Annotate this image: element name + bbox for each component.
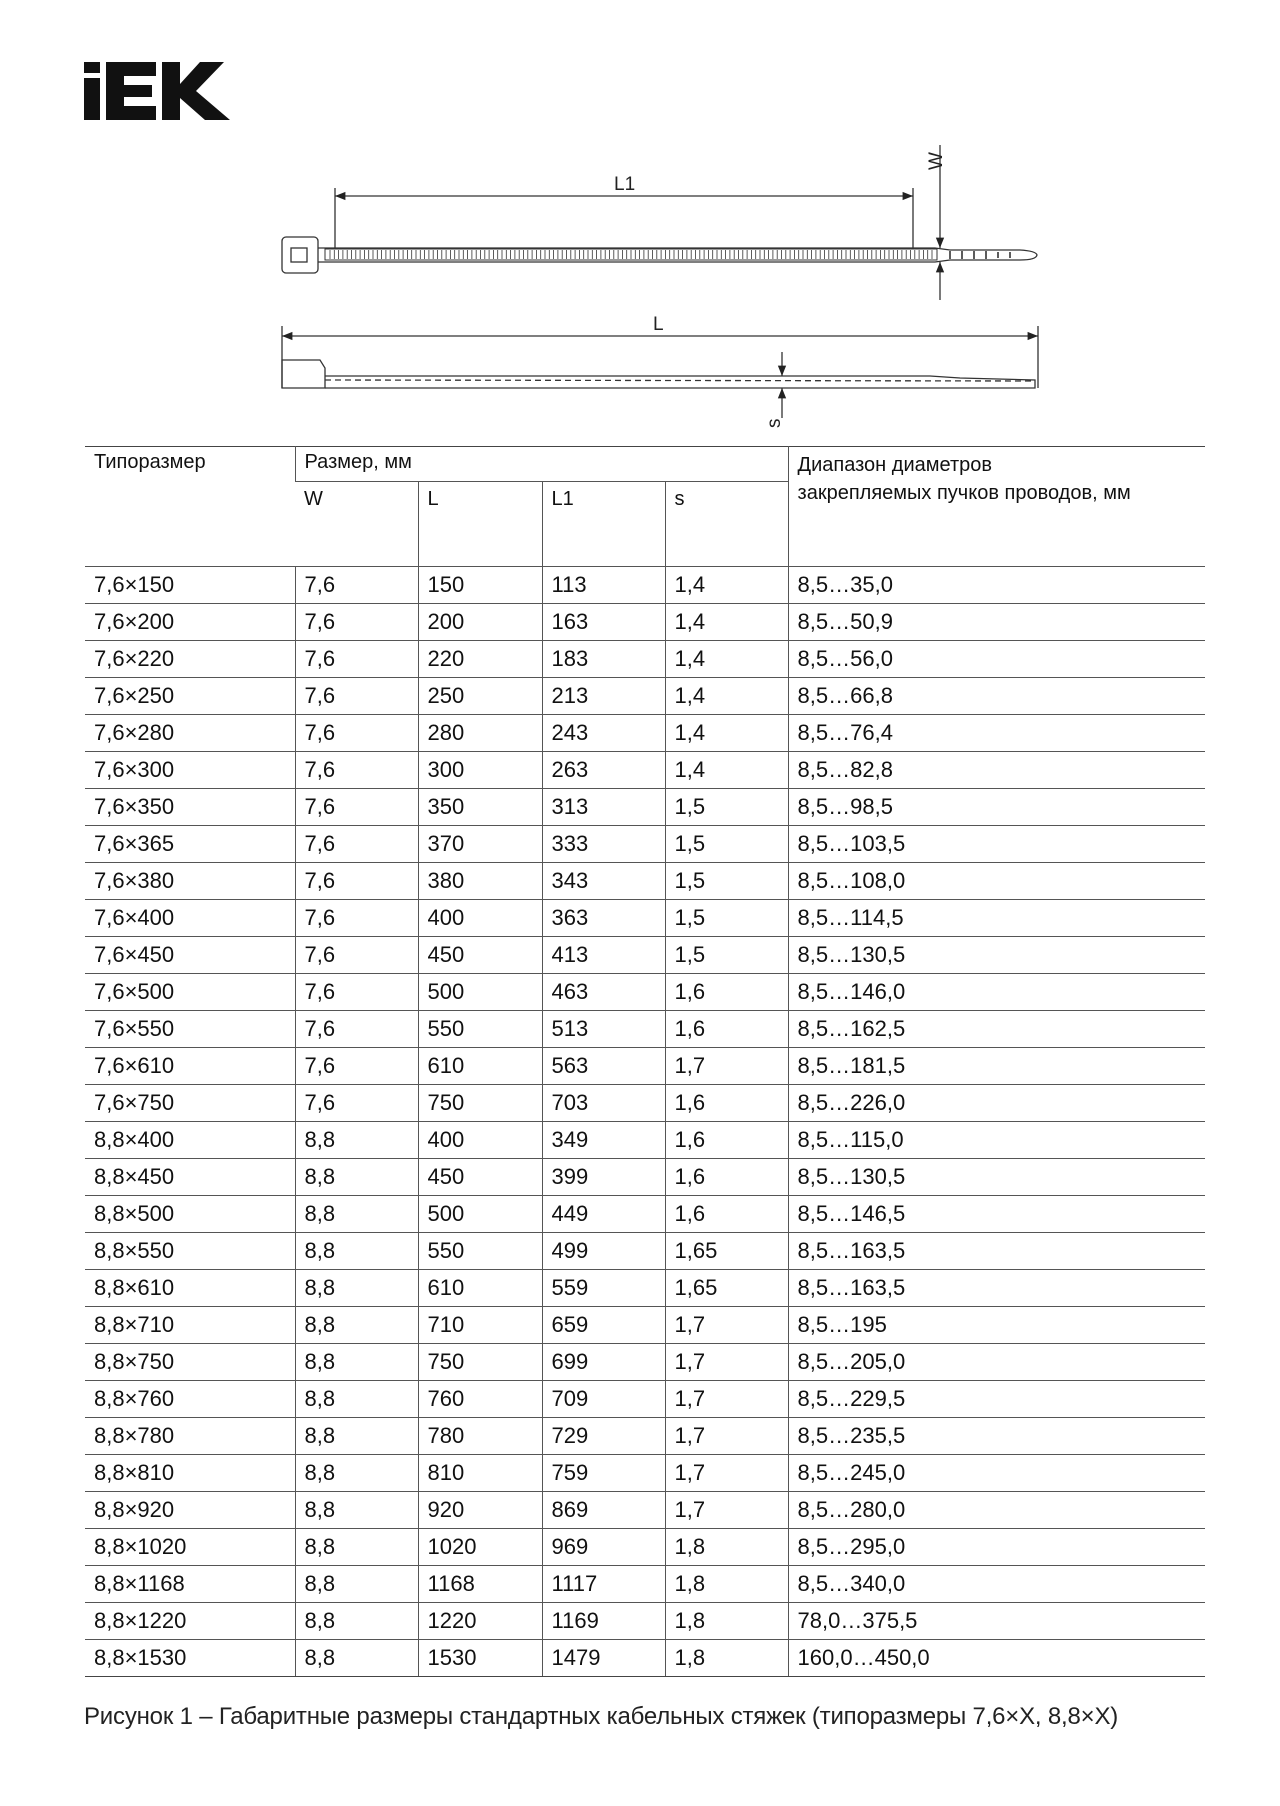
cell-diameter-range: 8,5…280,0 [788, 1492, 1205, 1529]
cell-diameter-range: 8,5…195 [788, 1307, 1205, 1344]
cell-type: 8,8×780 [85, 1418, 295, 1455]
cell-l: 920 [418, 1492, 542, 1529]
cell-s: 1,6 [665, 1122, 788, 1159]
cell-l: 500 [418, 1196, 542, 1233]
table-row [85, 1122, 1205, 1159]
cell-w: 7,6 [295, 900, 418, 937]
cell-diameter-range: 8,5…235,5 [788, 1418, 1205, 1455]
cell-s: 1,8 [665, 1566, 788, 1603]
cell-l1: 559 [542, 1270, 665, 1307]
cell-diameter-range: 8,5…205,0 [788, 1344, 1205, 1381]
cell-w: 7,6 [295, 789, 418, 826]
cell-type: 8,8×760 [85, 1381, 295, 1418]
cell-w: 8,8 [295, 1492, 418, 1529]
header-l1: L1 [542, 482, 665, 567]
cell-l1: 113 [542, 567, 665, 604]
cell-type: 8,8×920 [85, 1492, 295, 1529]
dim-label-s: s [764, 418, 785, 428]
cell-diameter-range: 8,5…103,5 [788, 826, 1205, 863]
header-diameter-range-line2: закрепляемых пучков проводов, мм [797, 482, 1131, 504]
cell-l1: 463 [542, 974, 665, 1011]
cell-s: 1,7 [665, 1307, 788, 1344]
cell-l1: 709 [542, 1381, 665, 1418]
cell-type: 8,8×610 [85, 1270, 295, 1307]
cell-l1: 969 [542, 1529, 665, 1566]
cell-diameter-range: 8,5…146,0 [788, 974, 1205, 1011]
cell-diameter-range: 8,5…50,9 [788, 604, 1205, 641]
cell-w: 8,8 [295, 1603, 418, 1640]
cell-l: 610 [418, 1048, 542, 1085]
cell-w: 8,8 [295, 1529, 418, 1566]
table-row [85, 1233, 1205, 1270]
cell-type: 7,6×150 [85, 567, 295, 604]
cell-l: 780 [418, 1418, 542, 1455]
cell-s: 1,7 [665, 1048, 788, 1085]
cell-diameter-range: 8,5…229,5 [788, 1381, 1205, 1418]
cell-l: 370 [418, 826, 542, 863]
cell-w: 7,6 [295, 1085, 418, 1122]
cell-s: 1,4 [665, 567, 788, 604]
cell-type: 8,8×1220 [85, 1603, 295, 1640]
header-s: s [665, 482, 788, 567]
cell-l1: 163 [542, 604, 665, 641]
cell-l: 500 [418, 974, 542, 1011]
cell-w: 7,6 [295, 641, 418, 678]
cell-w: 7,6 [295, 567, 418, 604]
cell-diameter-range: 8,5…245,0 [788, 1455, 1205, 1492]
cell-w: 8,8 [295, 1381, 418, 1418]
cell-type: 7,6×200 [85, 604, 295, 641]
table-row [85, 604, 1205, 641]
cell-s: 1,8 [665, 1640, 788, 1677]
cell-s: 1,6 [665, 1085, 788, 1122]
cell-s: 1,4 [665, 678, 788, 715]
cell-l: 300 [418, 752, 542, 789]
table-row [85, 715, 1205, 752]
cell-type: 8,8×550 [85, 1233, 295, 1270]
cell-w: 8,8 [295, 1455, 418, 1492]
cell-type: 8,8×1020 [85, 1529, 295, 1566]
cell-type: 7,6×350 [85, 789, 295, 826]
cell-w: 8,8 [295, 1344, 418, 1381]
cell-type: 7,6×400 [85, 900, 295, 937]
cell-w: 7,6 [295, 752, 418, 789]
cell-l: 220 [418, 641, 542, 678]
cell-type: 7,6×750 [85, 1085, 295, 1122]
cell-diameter-range: 8,5…35,0 [788, 567, 1205, 604]
cell-l1: 659 [542, 1307, 665, 1344]
cell-l1: 363 [542, 900, 665, 937]
cell-s: 1,4 [665, 641, 788, 678]
cell-l1: 213 [542, 678, 665, 715]
cell-l1: 759 [542, 1455, 665, 1492]
cell-l: 1530 [418, 1640, 542, 1677]
cell-s: 1,4 [665, 715, 788, 752]
cell-diameter-range: 8,5…76,4 [788, 715, 1205, 752]
cell-diameter-range: 8,5…340,0 [788, 1566, 1205, 1603]
cell-type: 7,6×280 [85, 715, 295, 752]
cell-l1: 1117 [542, 1566, 665, 1603]
cell-type: 7,6×365 [85, 826, 295, 863]
cell-w: 8,8 [295, 1270, 418, 1307]
cell-l1: 499 [542, 1233, 665, 1270]
cell-l: 550 [418, 1233, 542, 1270]
cell-w: 7,6 [295, 974, 418, 1011]
cell-w: 7,6 [295, 937, 418, 974]
cell-s: 1,65 [665, 1270, 788, 1307]
cell-s: 1,7 [665, 1344, 788, 1381]
cell-type: 7,6×220 [85, 641, 295, 678]
cell-w: 8,8 [295, 1122, 418, 1159]
cell-l: 710 [418, 1307, 542, 1344]
cell-type: 8,8×810 [85, 1455, 295, 1492]
cell-w: 7,6 [295, 1048, 418, 1085]
cell-diameter-range: 8,5…163,5 [788, 1233, 1205, 1270]
table-row [85, 1603, 1205, 1640]
cell-type: 7,6×550 [85, 1011, 295, 1048]
cell-type: 7,6×500 [85, 974, 295, 1011]
header-diameter-range-line1: Диапазон диаметров [797, 454, 992, 476]
cell-w: 7,6 [295, 678, 418, 715]
table-row [85, 1529, 1205, 1566]
cell-w: 8,8 [295, 1196, 418, 1233]
cell-w: 8,8 [295, 1233, 418, 1270]
cell-l: 1168 [418, 1566, 542, 1603]
cell-w: 8,8 [295, 1418, 418, 1455]
cell-l: 380 [418, 863, 542, 900]
cell-type: 7,6×300 [85, 752, 295, 789]
cell-w: 7,6 [295, 604, 418, 641]
cell-diameter-range: 8,5…114,5 [788, 900, 1205, 937]
table-row [85, 1492, 1205, 1529]
cell-w: 8,8 [295, 1640, 418, 1677]
cell-diameter-range: 8,5…162,5 [788, 1011, 1205, 1048]
cell-s: 1,8 [665, 1529, 788, 1566]
cell-l: 280 [418, 715, 542, 752]
cell-l1: 183 [542, 641, 665, 678]
table-row [85, 1307, 1205, 1344]
table-row [85, 752, 1205, 789]
cell-w: 8,8 [295, 1159, 418, 1196]
cell-diameter-range: 8,5…130,5 [788, 937, 1205, 974]
cell-type: 7,6×450 [85, 937, 295, 974]
cell-l: 550 [418, 1011, 542, 1048]
table-row [85, 1640, 1205, 1677]
cell-l1: 243 [542, 715, 665, 752]
cell-diameter-range: 8,5…108,0 [788, 863, 1205, 900]
cell-l: 610 [418, 1270, 542, 1307]
cell-w: 7,6 [295, 1011, 418, 1048]
table-body [85, 567, 1205, 1677]
table-row [85, 1196, 1205, 1233]
header-l: L [418, 482, 542, 567]
cell-l: 750 [418, 1085, 542, 1122]
cell-s: 1,6 [665, 1011, 788, 1048]
cell-s: 1,7 [665, 1381, 788, 1418]
cell-s: 1,7 [665, 1492, 788, 1529]
cell-l1: 263 [542, 752, 665, 789]
cell-type: 8,8×1168 [85, 1566, 295, 1603]
cell-diameter-range: 8,5…115,0 [788, 1122, 1205, 1159]
table-row [85, 1085, 1205, 1122]
cell-l1: 399 [542, 1159, 665, 1196]
cell-diameter-range: 8,5…56,0 [788, 641, 1205, 678]
table-row [85, 1270, 1205, 1307]
table-row [85, 1381, 1205, 1418]
cell-l: 810 [418, 1455, 542, 1492]
cell-l1: 1479 [542, 1640, 665, 1677]
cell-l1: 703 [542, 1085, 665, 1122]
figure-caption: Рисунок 1 – Габаритные размеры стандартных кабельных стяжек (типоразмеры 7,6×X, 8,8×X) [84, 1703, 1119, 1730]
header-diameter-range [788, 447, 1205, 567]
cell-diameter-range: 78,0…375,5 [788, 1603, 1205, 1640]
cell-l: 450 [418, 1159, 542, 1196]
cell-diameter-range: 8,5…82,8 [788, 752, 1205, 789]
cell-diameter-range: 8,5…163,5 [788, 1270, 1205, 1307]
header-w: W [295, 482, 418, 567]
cell-diameter-range: 8,5…181,5 [788, 1048, 1205, 1085]
cell-l1: 1169 [542, 1603, 665, 1640]
cell-l: 150 [418, 567, 542, 604]
cable-tie-drawing [0, 0, 1280, 440]
cell-l: 1220 [418, 1603, 542, 1640]
table-row [85, 1566, 1205, 1603]
cell-type: 8,8×1530 [85, 1640, 295, 1677]
cell-l: 250 [418, 678, 542, 715]
header-size-group: Размер, мм [295, 447, 788, 482]
dim-label-w: W [926, 152, 947, 170]
cell-s: 1,5 [665, 863, 788, 900]
cell-s: 1,5 [665, 789, 788, 826]
cell-l: 200 [418, 604, 542, 641]
cell-l1: 563 [542, 1048, 665, 1085]
cell-l: 400 [418, 1122, 542, 1159]
table-row [85, 937, 1205, 974]
cell-diameter-range: 8,5…226,0 [788, 1085, 1205, 1122]
dim-label-l1: L1 [614, 174, 636, 195]
cell-l: 350 [418, 789, 542, 826]
cell-diameter-range: 160,0…450,0 [788, 1640, 1205, 1677]
cell-s: 1,6 [665, 1159, 788, 1196]
cell-w: 7,6 [295, 826, 418, 863]
cell-s: 1,65 [665, 1233, 788, 1270]
cell-s: 1,7 [665, 1455, 788, 1492]
cell-l1: 413 [542, 937, 665, 974]
table-row [85, 1344, 1205, 1381]
cell-diameter-range: 8,5…130,5 [788, 1159, 1205, 1196]
cell-w: 7,6 [295, 715, 418, 752]
cell-s: 1,4 [665, 604, 788, 641]
cell-l: 450 [418, 937, 542, 974]
cell-s: 1,4 [665, 752, 788, 789]
cell-type: 7,6×380 [85, 863, 295, 900]
cell-diameter-range: 8,5…98,5 [788, 789, 1205, 826]
cable-tie-spec-table [85, 446, 1205, 1677]
cell-l1: 869 [542, 1492, 665, 1529]
cell-type: 8,8×450 [85, 1159, 295, 1196]
cell-l1: 699 [542, 1344, 665, 1381]
cell-diameter-range: 8,5…66,8 [788, 678, 1205, 715]
cell-l: 1020 [418, 1529, 542, 1566]
table-row [85, 641, 1205, 678]
cell-l1: 513 [542, 1011, 665, 1048]
cell-diameter-range: 8,5…146,5 [788, 1196, 1205, 1233]
cell-l1: 313 [542, 789, 665, 826]
table-row [85, 1048, 1205, 1085]
table-row [85, 1455, 1205, 1492]
table-row [85, 789, 1205, 826]
table-row [85, 826, 1205, 863]
cell-l: 750 [418, 1344, 542, 1381]
cell-type: 7,6×610 [85, 1048, 295, 1085]
table-row [85, 1418, 1205, 1455]
cell-s: 1,8 [665, 1603, 788, 1640]
cell-l1: 343 [542, 863, 665, 900]
cell-w: 8,8 [295, 1566, 418, 1603]
table-row [85, 678, 1205, 715]
cell-l1: 349 [542, 1122, 665, 1159]
table-row [85, 863, 1205, 900]
cell-s: 1,5 [665, 937, 788, 974]
cell-w: 8,8 [295, 1307, 418, 1344]
cell-type: 8,8×400 [85, 1122, 295, 1159]
cell-s: 1,5 [665, 900, 788, 937]
cell-s: 1,5 [665, 826, 788, 863]
cell-type: 8,8×750 [85, 1344, 295, 1381]
cell-l: 760 [418, 1381, 542, 1418]
table-row [85, 1011, 1205, 1048]
cell-s: 1,6 [665, 974, 788, 1011]
cell-type: 8,8×710 [85, 1307, 295, 1344]
cell-l: 400 [418, 900, 542, 937]
table-row [85, 900, 1205, 937]
cell-s: 1,6 [665, 1196, 788, 1233]
cell-type: 7,6×250 [85, 678, 295, 715]
cell-l1: 449 [542, 1196, 665, 1233]
table-row [85, 974, 1205, 1011]
dim-label-l: L [653, 314, 664, 335]
cell-diameter-range: 8,5…295,0 [788, 1529, 1205, 1566]
table-row [85, 1159, 1205, 1196]
cell-l1: 729 [542, 1418, 665, 1455]
table-row [85, 567, 1205, 604]
cell-l1: 333 [542, 826, 665, 863]
cell-s: 1,7 [665, 1418, 788, 1455]
cell-w: 7,6 [295, 863, 418, 900]
cell-type: 8,8×500 [85, 1196, 295, 1233]
header-type: Типоразмер [85, 447, 295, 567]
